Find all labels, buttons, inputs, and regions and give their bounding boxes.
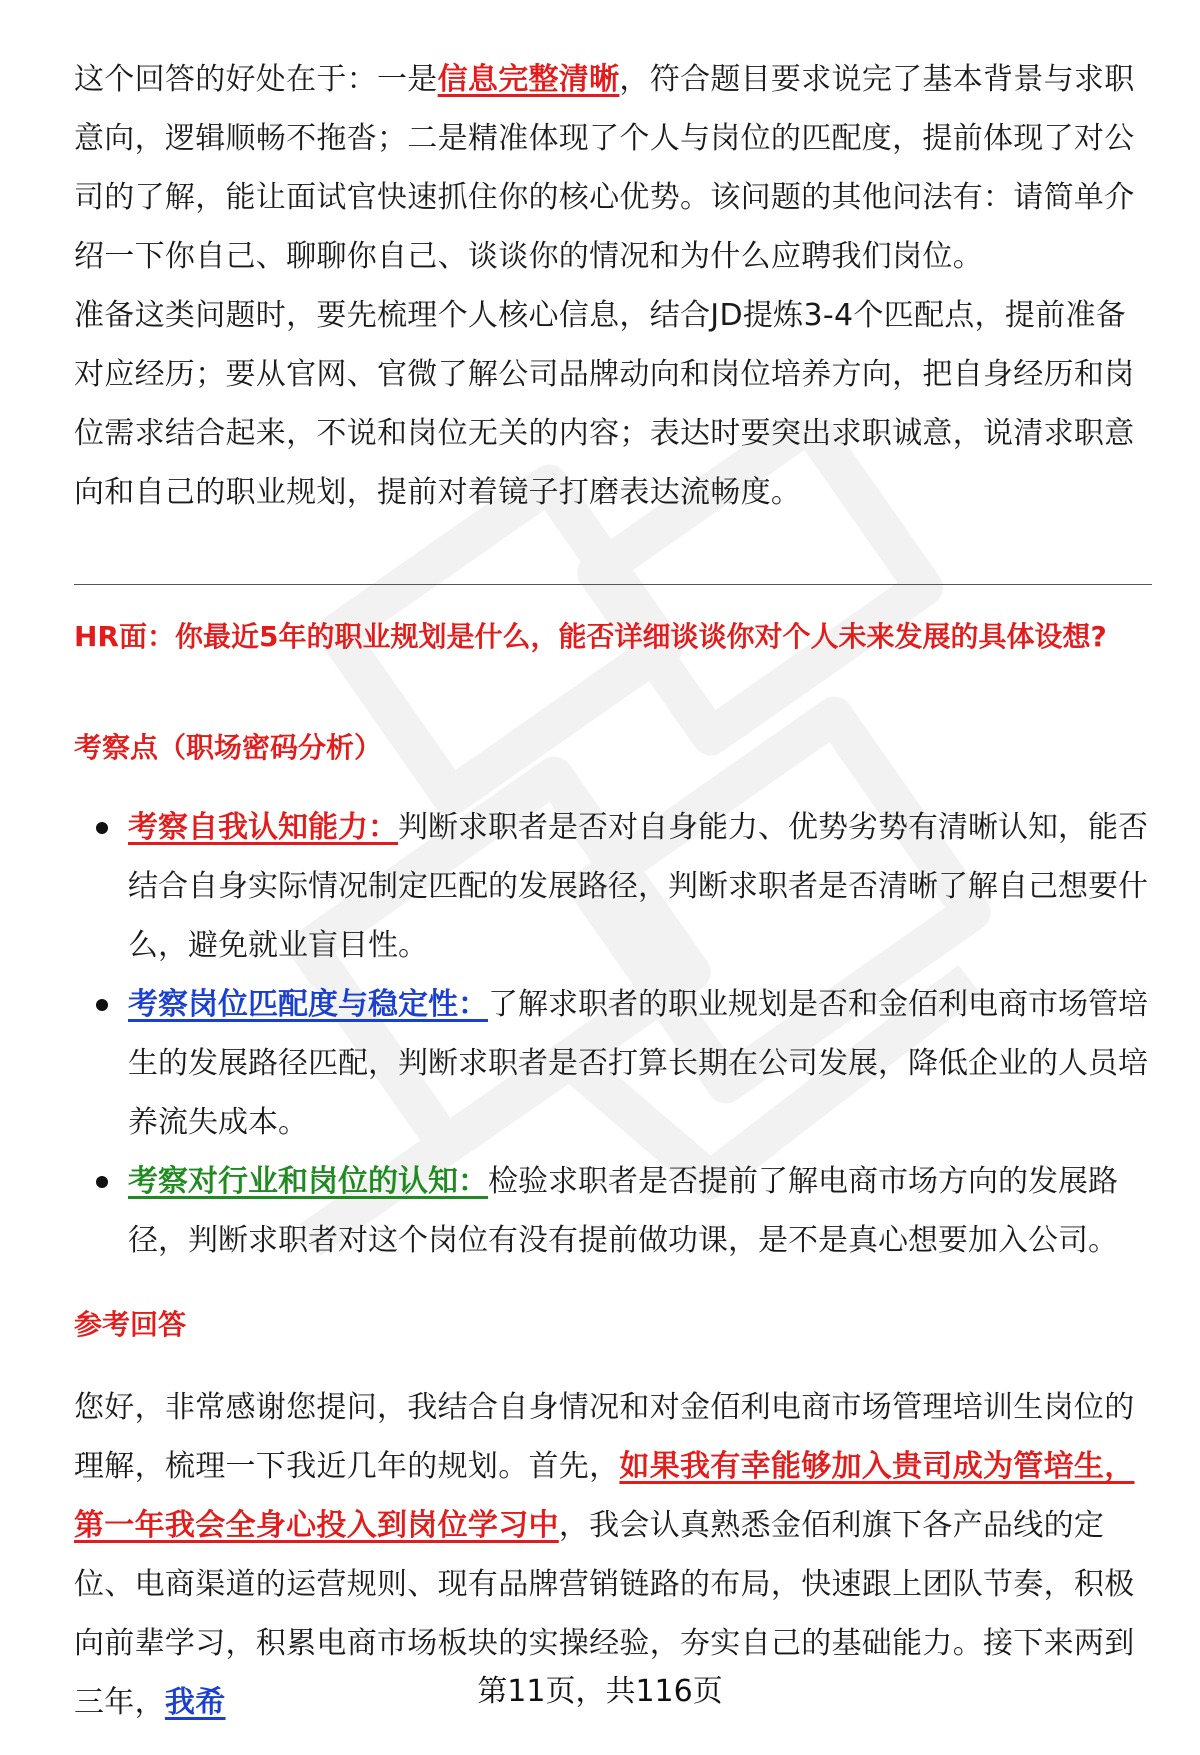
analysis-item-label: 考察岗位匹配度与稳定性： (128, 987, 488, 1022)
analysis-item (96, 798, 1152, 975)
answer-text-middle: ，我会认真熟悉金佰利旗下各产品线的定位、电商渠道的运营规则、现有品牌营销链路的布局，快速跟上团队节奏，积极向前辈学习，积累电商市场板块的实操经验，夯实自己的基础能力。接下来两到三年， (74, 1508, 1135, 1720)
analysis-item (96, 1152, 1152, 1270)
analysis-item-label: 考察自我认知能力： (128, 810, 398, 845)
bullet-dot (96, 1176, 108, 1188)
intro-paragraph-1 (74, 50, 1152, 286)
intro-text-start: 这个回答的好处在于：一是 (74, 62, 438, 97)
page-number: 第11页，共116页 (477, 1674, 723, 1709)
answer-highlight-2: 我希 (164, 1685, 226, 1720)
intro-highlight: 信息完整清晰 (437, 62, 620, 97)
analysis-heading: 考察点（职场密码分析） (74, 731, 383, 764)
question-title: HR面：你最近5年的职业规划是什么，能否详细谈谈你对个人未来发展的具体设想? (74, 620, 1107, 653)
answer-text-start: 您好，非常感谢您提问，我结合自身情况和对金佰利电商市场管理培训生岗位的理解，梳理一下我近几年的规划。首先， (74, 1390, 1135, 1484)
answer-heading: 参考回答 (74, 1308, 187, 1341)
analysis-item-text: 判断求职者是否对自身能力、优势劣势有清晰认知，能否结合自身实际情况制定匹配的发展路径，判断求职者是否清晰了解自己想要什么，避免就业盲目性。 (128, 810, 1148, 963)
bullet-dot (96, 999, 108, 1011)
analysis-item (96, 975, 1152, 1152)
analysis-item-text: 检验求职者是否提前了解电商市场方向的发展路径，判断求职者对这个岗位有没有提前做功课，是不是真心想要加入公司。 (128, 1164, 1118, 1258)
analysis-item-text: 了解求职者的职业规划是否和金佰利电商市场管培生的发展路径匹配，判断求职者是否打算长期在公司发展，降低企业的人员培养流失成本。 (128, 987, 1148, 1140)
section-divider (74, 584, 1152, 585)
bullet-dot (96, 822, 108, 834)
analysis-item-label: 考察对行业和岗位的认知： (128, 1164, 488, 1199)
intro-text-rest: ，符合题目要求说完了基本背景与求职意向，逻辑顺畅不拖沓；二是精准体现了个人与岗位的匹配度，提前体现了对公司的了解，能让面试官快速抓住你的核心优势。该问题的其他问法有：请简单介绍一下你自己、聊聊你自己、谈谈你的情况和为什么应聘我们岗位。 (74, 62, 1135, 274)
intro-paragraph-2: 准备这类问题时，要先梳理个人核心信息，结合JD提炼3-4个匹配点，提前准备对应经历；要从官网、官微了解公司品牌动向和岗位培养方向，把自身经历和岗位需求结合起来，不说和岗位无关的内容；表达时要突出求职诚意，说清求职意向和自己的职业规划，提前对着镜子打磨表达流畅度。 (74, 298, 1135, 510)
answer-highlight-1: 如果我有幸能够加入贵司成为管培生，第一年我会全身心投入到岗位学习中 (74, 1449, 1135, 1543)
